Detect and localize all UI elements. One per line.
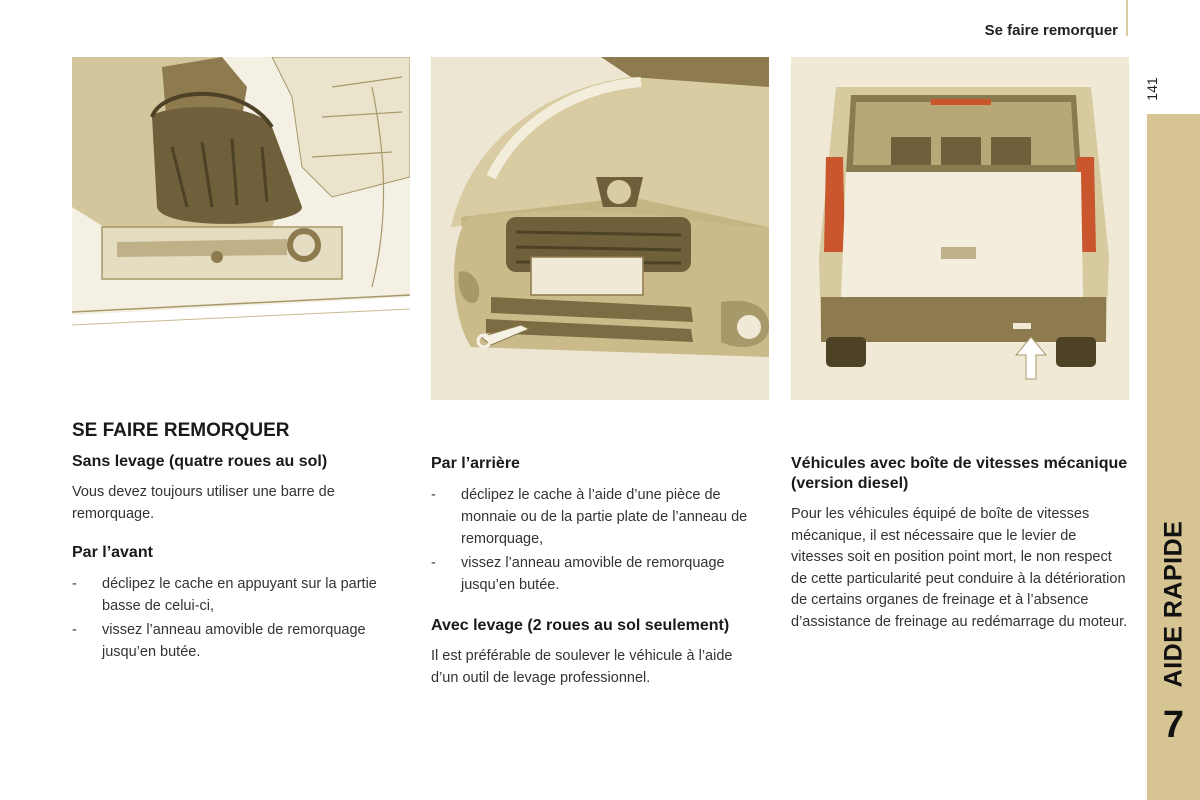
heading-with-lifting: Avec levage (2 roues au sol seulement) (431, 617, 730, 634)
heading-without-lifting: Sans levage (quatre roues au sol) (72, 453, 328, 470)
chapter-number: 7 (1162, 704, 1185, 746)
list-dash: - (431, 487, 436, 503)
rear-towing-point-illustration (791, 57, 1129, 400)
section-title: SE FAIRE REMORQUER (72, 420, 290, 441)
column-left (72, 420, 402, 677)
page-header-title: Se faire remorquer (984, 22, 1118, 39)
lifting-tool-text: Il est préférable de soulever le véhicule à l’aide d’un outil de levage professionnel. (431, 648, 733, 686)
list-dash: - (72, 576, 77, 592)
chapter-title: AIDE RAPIDE (1159, 520, 1188, 688)
towing-eye-storage-illustration (72, 57, 410, 400)
towing-bar-text: Vous devez toujours utiliser une barre de remorquage. (72, 484, 335, 522)
chapter-side-tab (1147, 114, 1200, 800)
list-dash: - (72, 622, 77, 638)
header-divider (1126, 0, 1128, 36)
list-item: - déclipez le cache à l’aide d’une pièce de monnaie ou de la partie plate de l’anneau de remorquage, (431, 484, 761, 550)
heading-manual-gearbox: Véhicules avec boîte de vitesses mécanique (version diesel) (791, 455, 1128, 492)
column-middle (431, 454, 761, 707)
heading-from-front: Par l’avant (72, 544, 153, 561)
heading-from-rear: Par l’arrière (431, 455, 520, 472)
rear-steps-list (431, 484, 761, 596)
list-item: - déclipez le cache en appuyant sur la partie basse de celui-ci, (72, 573, 402, 617)
column-right (791, 454, 1131, 651)
list-item: - vissez l’anneau amovible de remorquage jusqu’en butée. (431, 552, 761, 596)
list-dash: - (431, 555, 436, 571)
page-number: 141 (1144, 77, 1160, 101)
neutral-position-text: Pour les véhicules équipé de boîte de vitesses mécanique, il est nécessaire que le levier de vitesses soit en position point mort, le non respect de cette particularité peut conduire à la détérioration de certains organes de freinage et à l’absence d’assistance de freinage au redémarrage du moteur. (791, 506, 1128, 630)
list-item: - vissez l’anneau amovible de remorquage jusqu’en butée. (72, 619, 402, 663)
front-steps-list (72, 573, 402, 663)
front-towing-point-illustration (431, 57, 769, 400)
